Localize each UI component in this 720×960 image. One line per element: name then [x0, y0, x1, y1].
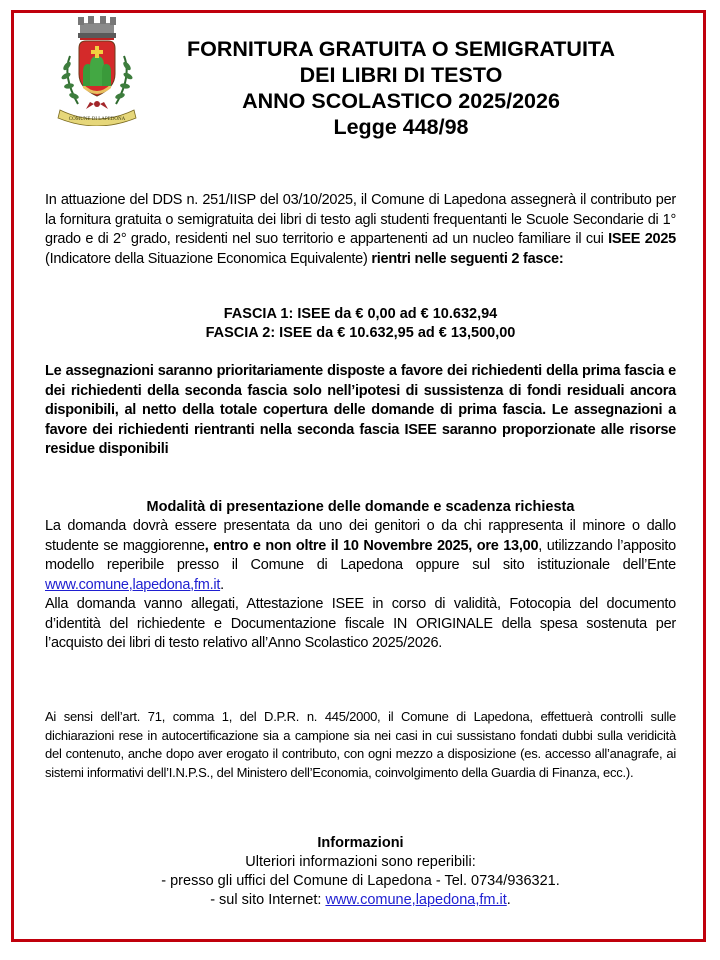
- info-section: [45, 834, 676, 910]
- attachments-text: Alla domanda vanno allegati, Attestazione ISEE in corso di validità, Fotocopia del documento d’identità del richiedente e Documentazione fiscale IN ORIGINALE della spesa sostenuta per l’acquisto dei libri di testo relativo all’Anno Scolastico 2025/2026.: [45, 596, 676, 651]
- intro-paragraph: [45, 191, 676, 269]
- title-line-4: Legge 448/98: [333, 115, 469, 139]
- page-border: [11, 10, 706, 942]
- info-heading: Informazioni: [317, 835, 404, 851]
- info-website-link[interactable]: www.comune,lapedona,fm.it: [325, 892, 507, 908]
- intro-bold-fasce: rientri nelle seguenti 2 fasce:: [371, 250, 564, 267]
- priority-paragraph: Le assegnazioni saranno prioritariamente disposte a favore dei richiedenti della prima fascia e dei richiedenti della seconda fascia solo nell’ipotesi di sussistenza di fondi residuali ancora disponibili, al netto della totale copertura delle domande di prima fascia. Le assegnazioni a favore dei richiedenti rientranti nella seconda fascia ISEE saranno proporzionate alle risorse residue disponibili: [45, 363, 676, 457]
- fascia-1: FASCIA 1: ISEE da € 0,00 ad € 10.632,94: [223, 306, 498, 322]
- crown-icon: [78, 16, 116, 40]
- title-line-1: FORNITURA GRATUITA O SEMIGRATUITA: [187, 37, 615, 61]
- coat-of-arms-logo: [52, 14, 142, 126]
- submission-text-2: , utilizzando l’apposito modello reperibile presso il Comune di Lapedona oppure sul sito istituzionale dell’Ente: [45, 537, 676, 573]
- page-title: [150, 36, 652, 140]
- fascia-2: FASCIA 2: ISEE da € 10.632,95 ad € 13,500,00: [205, 325, 516, 341]
- isee-brackets: [45, 305, 676, 343]
- title-line-2: DEI LIBRI DI TESTO: [299, 63, 503, 87]
- info-line-3: [45, 891, 676, 910]
- punct: .: [220, 576, 224, 593]
- intro-text: In attuazione del DDS n. 251/IISP del 03/10/2025, il Comune di Lapedona assegnerà il contributo per la fornitura gratuita o semigratuita dei libri di testo agli studenti frequentanti le Scuole Secondarie di 1° grado e di 2° grado, residenti nel suo territorio e appartenenti ad un nucleo familiare il cui: [45, 192, 676, 247]
- submission-paragraph: [45, 517, 676, 654]
- isee-year: ISEE 2025: [608, 231, 676, 247]
- crest-label: COMUNE DI LAPEDONA: [68, 117, 126, 122]
- info-line-3-suffix: .: [506, 892, 511, 908]
- info-line-1: Ulteriori informazioni sono reperibili:: [245, 854, 476, 870]
- submission-heading: Modalità di presentazione delle domande e scadenza richiesta: [146, 499, 575, 515]
- intro-text-2: (Indicatore della Situazione Economica Equivalente): [45, 250, 372, 267]
- info-line-2: - presso gli uffici del Comune di Lapedona - Tel. 0734/936321.: [161, 873, 560, 889]
- title-line-3: ANNO SCOLASTICO 2025/2026: [242, 89, 560, 113]
- info-line-3-prefix: - sul sito Internet:: [210, 892, 326, 908]
- website-link[interactable]: www.comune,lapedona,fm.it: [45, 576, 221, 593]
- submission-text: La domanda dovrà essere presentata da uno dei genitori o da chi rappresenta il minore o dallo studente se maggiorenne: [45, 518, 676, 554]
- controls-paragraph: Ai sensi dell’art. 71, comma 1, del D.P.R. n. 445/2000, il Comune di Lapedona, effettuerà controlli sulle dichiarazioni rese in autocertificazione sia a campione sia nei casi in cui sussistano fondati dubbi sulla veridicità del contenuto, anche dopo aver erogato il contributo, con ogni mezzo a disposizione (es. accesso all’anagrafe, ai sistemi informativi dell’I.N.P.S., del Ministero dell’Economia, coinvolgimento della Guardia di Finanza, ecc.).: [45, 709, 676, 780]
- deadline: , entro e non oltre il 10 Novembre 2025, ore 13,00: [204, 537, 539, 554]
